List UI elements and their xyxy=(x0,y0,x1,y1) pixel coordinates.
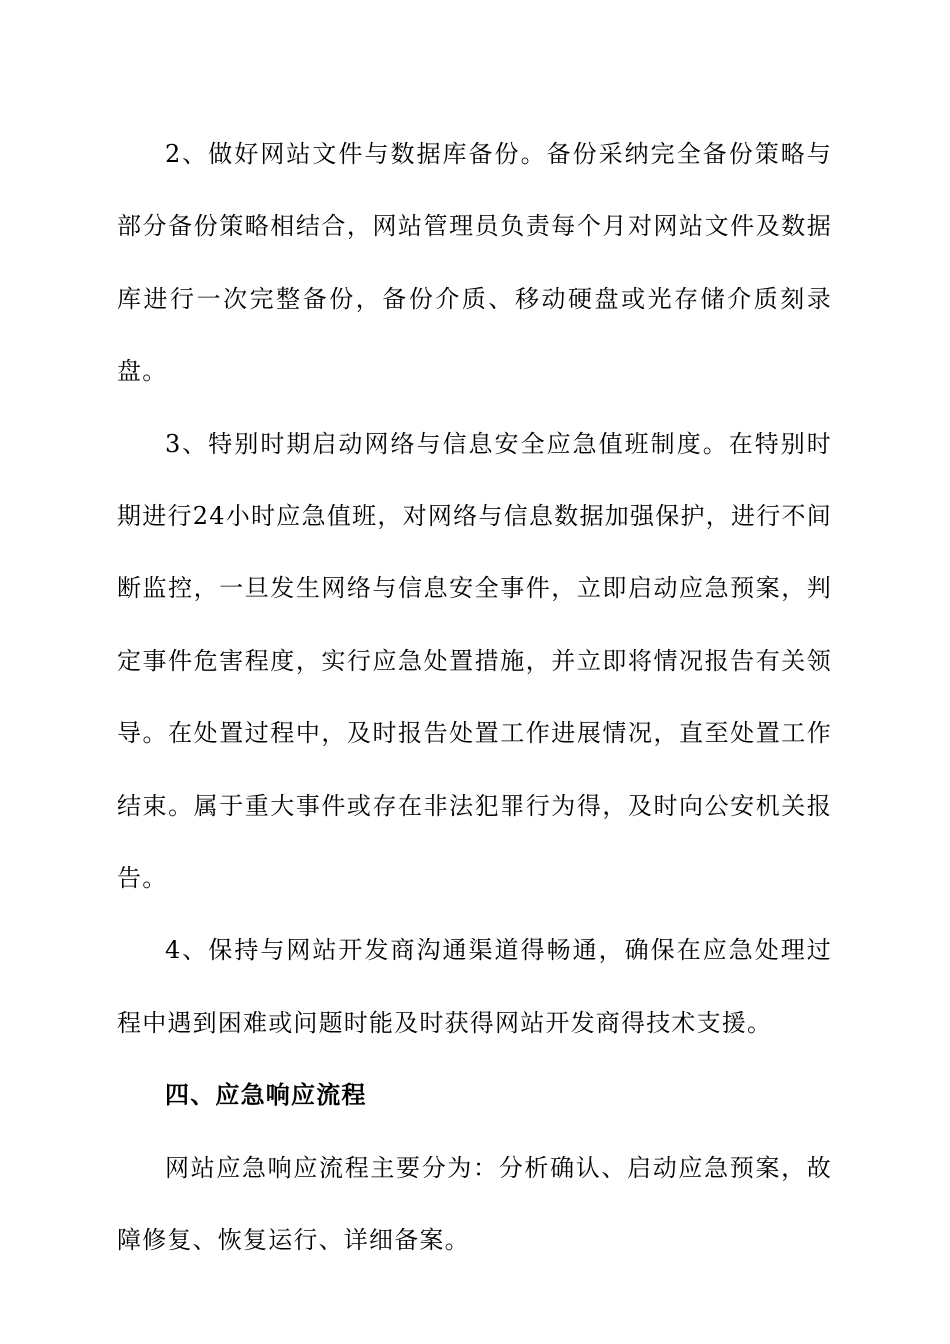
paragraph-backup: 2、做好网站文件与数据库备份。备份采纳完全备份策略与部分备份策略相结合，网站管理员负责每个月对网站文件及数据库进行一次完整备份，备份介质、移动硬盘或光存储介质刻录盘。 xyxy=(117,140,832,386)
document-body xyxy=(117,118,832,1277)
section-heading: 四、应急响应流程 xyxy=(165,1081,367,1110)
paragraph-developer-communication: 4、保持与网站开发商沟通渠道得畅通，确保在应急处理过程中遇到困难或问题时能及时获得网站开发商得技术支援。 xyxy=(117,936,832,1037)
paragraph-emergency-duty: 3、特别时期启动网络与信息安全应急值班制度。在特别时期进行24小时应急值班，对网络与信息数据加强保护，进行不间断监控，一旦发生网络与信息安全事件，立即启动应急预案，判定事件危害程度，实行应急处置措施，并立即将情况报告有关领导。在处置过程中，及时报告处置工作进展情况，直至处置工作结束。属于重大事件或存在非法犯罪行为得，及时向公安机关报告。 xyxy=(117,429,832,893)
paragraph-response-process: 网站应急响应流程主要分为：分析确认、启动应急预案，故障修复、恢复运行、详细备案。 xyxy=(117,1153,832,1255)
